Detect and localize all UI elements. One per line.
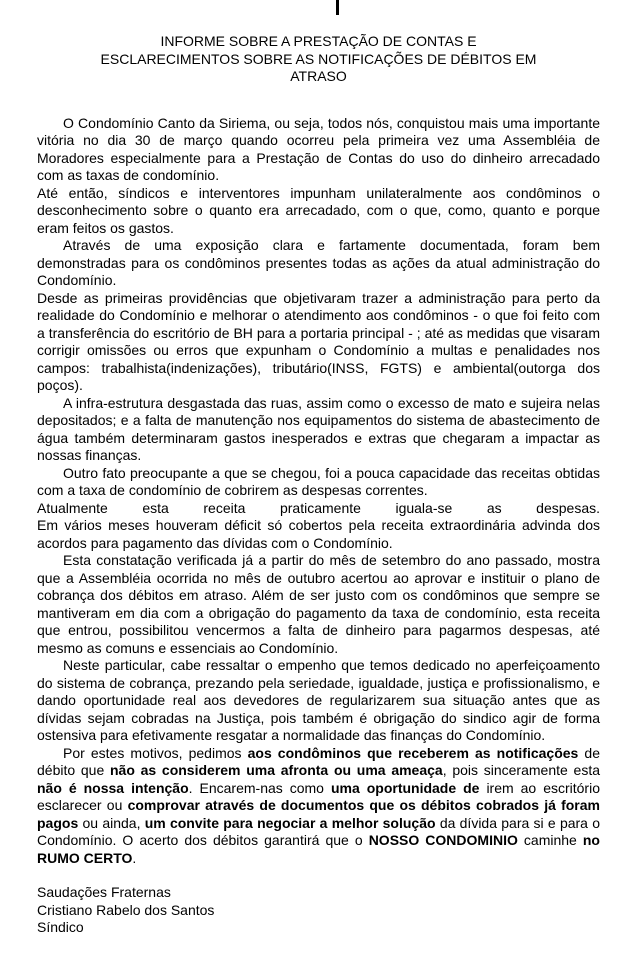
paragraph: Por estes motivos, pedimos aos condôminos que receberem as notificações de débito que não as considerem uma afronta ou uma ameaça, pois sinceramente esta não é nossa intenção. Encarem-nas como uma oportunidade de irem ao escritório esclarecer ou comprovar através de documentos que os débitos cobrados já foram pagos ou ainda, um convite para negociar a melhor solução da dívida para si e para o Condomínio. O acerto dos débitos garantirá que o NOSSO CONDOMINIO caminhe no RUMO CERTO. bbox=[37, 744, 601, 866]
title-line: ATRASO bbox=[290, 68, 347, 84]
paragraph: Em vários meses houveram déficit só cobertos pela receita extraordinária advinda dos acordos para pagamento das dívidas com o Condomínio. bbox=[37, 517, 600, 551]
signature-name: Cristiano Rabelo dos Santos bbox=[37, 901, 215, 918]
paragraph: Esta constatação verificada já a partir do mês de setembro do ano passado, mostra que a Assembléia ocorrida no mês de outubro acertou ao aprovar e instituir o plano de cobrança dos débitos em atraso. Além de ser justo com os condôminos que sempre se mantiveram em dia com a obrigação do pagamento da taxa de condomínio, esta receita que entrou, possibilitou vencermos a falta de dinheiro para pagarmos despesas, até mesmo as comuns e essenciais ao Condomínio. bbox=[37, 552, 600, 656]
paragraph: Até então, síndicos e interventores impunham unilateralmente aos condôminos o desconhecimento sobre o quanto era arrecadado, com o que, como, quanto e porque eram feitos os gastos. bbox=[37, 184, 600, 236]
signature-block bbox=[37, 884, 600, 937]
signature-role: Síndico bbox=[37, 919, 84, 935]
signature-closing: Saudações Fraternas bbox=[37, 884, 171, 900]
title-line: ESCLARECIMENTOS SOBRE AS NOTIFICAÇÕES DE DÉBITOS EM bbox=[100, 50, 537, 67]
paragraph: Desde as primeiras providências que objetivaram trazer a administração para perto da realidade do Condomínio e melhorar o atendimento aos condôminos - o que foi feito com a transferência do escritório de BH para a portaria principal - ; até as medidas que visaram corrigir omissões ou erros que expunham o Condomínio a multas e penalidades nos campos: trabalhista(indenizações), tributário(INSS, FGTS) e ambiental(outorga dos poços). bbox=[37, 289, 600, 393]
paragraph: Atualmente esta receita praticamente iguala-se as despesas. bbox=[37, 499, 600, 516]
title-line: INFORME SOBRE A PRESTAÇÃO DE CONTAS E bbox=[160, 33, 477, 49]
paragraph: A infra-estrutura desgastada das ruas, assim como o excesso de mato e sujeira nelas depositados; e a falta de manutenção nos equipamentos do sistema de abastecimento de água também determinaram gastos inesperados e extras que chegaram a impactar as nossas finanças. bbox=[37, 394, 600, 463]
document-title bbox=[37, 33, 600, 86]
document-edit-area[interactable] bbox=[37, 33, 600, 937]
paragraph: Através de uma exposição clara e fartamente documentada, foram bem demonstradas para os condôminos presentes todas as ações da atual administração do Condomínio. bbox=[37, 237, 600, 288]
paragraph: O Condomínio Canto da Siriema, ou seja, todos nós, conquistou mais uma importante vitória no dia 30 de março quando ocorreu pela primeira vez uma Assembléia de Moradores especialmente para a Prestação de Contas do uso do dinheiro arrecadado com as taxas de condomínio. bbox=[37, 114, 600, 183]
paragraph: Outro fato preocupante a que se chegou, foi a pouca capacidade das receitas obtidas com a taxa de condomínio de cobrirem as despesas correntes. bbox=[37, 464, 600, 498]
document-body bbox=[37, 115, 600, 868]
text-cursor-mark bbox=[336, 0, 339, 15]
paragraph: Neste particular, cabe ressaltar o empenho que temos dedicado no aperfeiçoamento do sistema de cobrança, prezando pela seriedade, igualdade, justiça e profissionalismo, e dando oportunidade real aos devedores de regularizarem sua situação antes que as dívidas sejam cobradas na Justiça, pois também é obrigação do sindico agir de forma ostensiva para efetivamente resgatar a normalidade das finanças do Condomínio. bbox=[37, 657, 600, 743]
